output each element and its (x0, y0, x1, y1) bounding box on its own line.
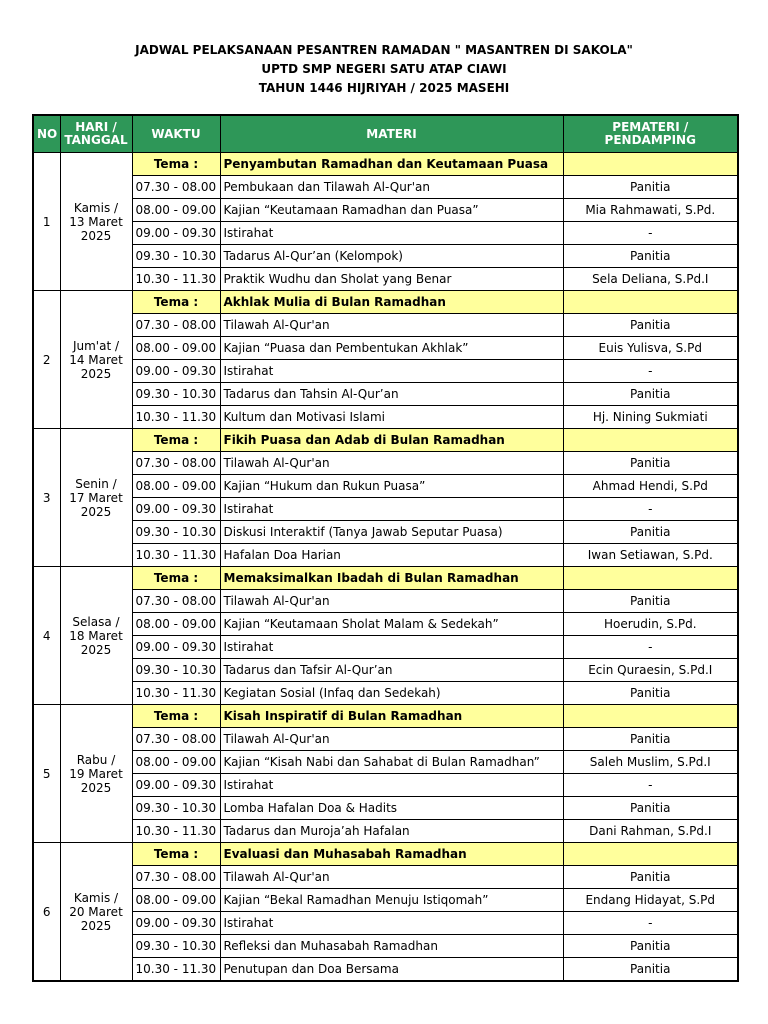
session-speaker: Panitia (563, 176, 738, 199)
session-row (33, 268, 738, 291)
day-date (60, 567, 132, 705)
session-row (33, 521, 738, 544)
session-time: 07.30 - 08.00 (132, 176, 220, 199)
tema-title: Evaluasi dan Muhasabah Ramadhan (220, 843, 563, 866)
session-material: Kajian “Hukum dan Rukun Puasa” (220, 475, 563, 498)
session-material: Refleksi dan Muhasabah Ramadhan (220, 935, 563, 958)
session-material: Tadarus dan Muroja’ah Hafalan (220, 820, 563, 843)
day-date-line: 2025 (80, 780, 112, 795)
day-date (60, 291, 132, 429)
session-speaker: Ahmad Hendi, S.Pd (563, 475, 738, 498)
session-row (33, 544, 738, 567)
session-row (33, 935, 738, 958)
tema-row (33, 567, 738, 590)
session-material: Istirahat (220, 636, 563, 659)
session-material: Kajian “Puasa dan Pembentukan Akhlak” (220, 337, 563, 360)
session-row (33, 498, 738, 521)
session-row (33, 406, 738, 429)
session-row (33, 797, 738, 820)
session-time: 07.30 - 08.00 (132, 314, 220, 337)
session-time: 09.00 - 09.30 (132, 360, 220, 383)
session-row (33, 728, 738, 751)
session-time: 08.00 - 09.00 (132, 475, 220, 498)
header-no: NO (33, 115, 60, 153)
session-material: Penutupan dan Doa Bersama (220, 958, 563, 982)
session-time: 10.30 - 11.30 (132, 958, 220, 982)
session-speaker: - (563, 498, 738, 521)
tema-label: Tema : (132, 843, 220, 866)
session-row (33, 475, 738, 498)
tema-row (33, 705, 738, 728)
session-material: Tilawah Al-Qur'an (220, 452, 563, 475)
tema-title: Penyambutan Ramadhan dan Keutamaan Puasa (220, 153, 563, 176)
tema-title: Fikih Puasa dan Adab di Bulan Ramadhan (220, 429, 563, 452)
session-time: 10.30 - 11.30 (132, 406, 220, 429)
session-row (33, 912, 738, 935)
session-speaker: Euis Yulisva, S.Pd (563, 337, 738, 360)
session-material: Istirahat (220, 222, 563, 245)
session-speaker: Panitia (563, 935, 738, 958)
session-speaker: - (563, 636, 738, 659)
session-time: 09.30 - 10.30 (132, 245, 220, 268)
day-date-line: 2025 (80, 228, 112, 243)
session-speaker: Panitia (563, 866, 738, 889)
session-material: Kajian “Bekal Ramadhan Menuju Istiqomah” (220, 889, 563, 912)
tema-label: Tema : (132, 429, 220, 452)
session-speaker: - (563, 912, 738, 935)
day-date-line: Selasa / (72, 614, 120, 629)
day-date-line: 20 Maret (69, 904, 123, 919)
session-time: 07.30 - 08.00 (132, 452, 220, 475)
session-time: 08.00 - 09.00 (132, 199, 220, 222)
day-date-line: 17 Maret (69, 490, 123, 505)
schedule-table (32, 114, 739, 982)
day-number: 6 (33, 843, 60, 982)
session-row (33, 751, 738, 774)
session-speaker: Sela Deliana, S.Pd.I (563, 268, 738, 291)
session-material: Pembukaan dan Tilawah Al-Qur'an (220, 176, 563, 199)
day-number: 2 (33, 291, 60, 429)
title-line-1: JADWAL PELAKSANAAN PESANTREN RAMADAN " MASANTREN DI SAKOLA" (135, 43, 633, 57)
session-time: 10.30 - 11.30 (132, 682, 220, 705)
session-material: Istirahat (220, 360, 563, 383)
session-time: 08.00 - 09.00 (132, 751, 220, 774)
session-time: 09.30 - 10.30 (132, 521, 220, 544)
tema-label: Tema : (132, 291, 220, 314)
session-time: 09.30 - 10.30 (132, 935, 220, 958)
session-speaker: Hj. Nining Sukmiati (563, 406, 738, 429)
title-line-2: UPTD SMP NEGERI SATU ATAP CIAWI (261, 62, 507, 76)
session-row (33, 590, 738, 613)
session-row (33, 889, 738, 912)
session-speaker: Mia Rahmawati, S.Pd. (563, 199, 738, 222)
title-line-3: TAHUN 1446 HIJRIYAH / 2025 MASEHI (258, 81, 510, 95)
day-date-line: 2025 (80, 366, 112, 381)
session-time: 09.00 - 09.30 (132, 912, 220, 935)
tema-title: Kisah Inspiratif di Bulan Ramadhan (220, 705, 563, 728)
session-material: Tilawah Al-Qur'an (220, 314, 563, 337)
session-time: 09.00 - 09.30 (132, 498, 220, 521)
day-number: 3 (33, 429, 60, 567)
tema-blank-cell (563, 567, 738, 590)
session-time: 08.00 - 09.00 (132, 613, 220, 636)
tema-blank-cell (563, 705, 738, 728)
session-time: 10.30 - 11.30 (132, 544, 220, 567)
day-date-line: Kamis / (73, 200, 119, 215)
session-speaker: Panitia (563, 958, 738, 982)
session-speaker: Panitia (563, 797, 738, 820)
session-speaker: Panitia (563, 521, 738, 544)
session-row (33, 222, 738, 245)
session-time: 10.30 - 11.30 (132, 268, 220, 291)
day-date (60, 153, 132, 291)
session-material: Istirahat (220, 498, 563, 521)
tema-blank-cell (563, 843, 738, 866)
tema-row (33, 291, 738, 314)
session-material: Kajian “Keutamaan Sholat Malam & Sedekah” (220, 613, 563, 636)
day-date-line: Senin / (75, 476, 117, 491)
session-material: Tadarus Al-Qur’an (Kelompok) (220, 245, 563, 268)
session-time: 07.30 - 08.00 (132, 728, 220, 751)
header-time: WAKTU (132, 115, 220, 153)
session-time: 09.00 - 09.30 (132, 636, 220, 659)
session-material: Kegiatan Sosial (Infaq dan Sedekah) (220, 682, 563, 705)
day-date-line: Kamis / (73, 890, 119, 905)
day-date-line: Rabu / (76, 752, 116, 767)
day-number: 1 (33, 153, 60, 291)
tema-blank-cell (563, 153, 738, 176)
tema-label: Tema : (132, 705, 220, 728)
day-date-line: 18 Maret (69, 628, 123, 643)
session-row (33, 176, 738, 199)
session-material: Kultum dan Motivasi Islami (220, 406, 563, 429)
session-material: Lomba Hafalan Doa & Hadits (220, 797, 563, 820)
session-speaker: Hoerudin, S.Pd. (563, 613, 738, 636)
day-date-line: 2025 (80, 918, 112, 933)
session-speaker: Panitia (563, 383, 738, 406)
day-date-line: 2025 (80, 642, 112, 657)
tema-blank-cell (563, 429, 738, 452)
header-material: MATERI (220, 115, 563, 153)
session-time: 07.30 - 08.00 (132, 866, 220, 889)
session-material: Istirahat (220, 912, 563, 935)
session-row (33, 958, 738, 982)
tema-blank-cell (563, 291, 738, 314)
day-date-line: 13 Maret (69, 214, 123, 229)
day-date (60, 429, 132, 567)
session-speaker: - (563, 222, 738, 245)
session-material: Tilawah Al-Qur'an (220, 590, 563, 613)
session-speaker: Panitia (563, 314, 738, 337)
session-time: 08.00 - 09.00 (132, 889, 220, 912)
session-time: 09.00 - 09.30 (132, 774, 220, 797)
day-date (60, 705, 132, 843)
document-title (0, 41, 768, 98)
session-row (33, 452, 738, 475)
session-material: Tilawah Al-Qur'an (220, 728, 563, 751)
session-time: 08.00 - 09.00 (132, 337, 220, 360)
session-row (33, 337, 738, 360)
session-speaker: Panitia (563, 682, 738, 705)
session-speaker: Dani Rahman, S.Pd.I (563, 820, 738, 843)
session-time: 10.30 - 11.30 (132, 820, 220, 843)
session-material: Diskusi Interaktif (Tanya Jawab Seputar Puasa) (220, 521, 563, 544)
session-time: 09.00 - 09.30 (132, 222, 220, 245)
session-material: Istirahat (220, 774, 563, 797)
session-row (33, 383, 738, 406)
session-material: Tadarus dan Tahsin Al-Qur’an (220, 383, 563, 406)
day-date-line: 2025 (80, 504, 112, 519)
tema-label: Tema : (132, 153, 220, 176)
session-speaker: Panitia (563, 245, 738, 268)
day-number: 5 (33, 705, 60, 843)
day-date-line: Jum'at / (72, 338, 120, 353)
session-row (33, 360, 738, 383)
session-row (33, 613, 738, 636)
session-speaker: - (563, 774, 738, 797)
session-row (33, 866, 738, 889)
header-speaker: PEMATERI / PENDAMPING (563, 115, 738, 153)
session-material: Kajian “Keutamaan Ramadhan dan Puasa” (220, 199, 563, 222)
tema-label: Tema : (132, 567, 220, 590)
session-speaker: Iwan Setiawan, S.Pd. (563, 544, 738, 567)
session-row (33, 314, 738, 337)
session-material: Tadarus dan Tafsir Al-Qur’an (220, 659, 563, 682)
session-material: Kajian “Kisah Nabi dan Sahabat di Bulan Ramadhan” (220, 751, 563, 774)
tema-row (33, 843, 738, 866)
tema-title: Memaksimalkan Ibadah di Bulan Ramadhan (220, 567, 563, 590)
tema-row (33, 429, 738, 452)
session-row (33, 774, 738, 797)
session-speaker: Panitia (563, 590, 738, 613)
session-row (33, 659, 738, 682)
session-time: 09.30 - 10.30 (132, 659, 220, 682)
day-date-line: 19 Maret (69, 766, 123, 781)
header-day: HARI / TANGGAL (60, 115, 132, 153)
session-speaker: Panitia (563, 452, 738, 475)
session-row (33, 245, 738, 268)
session-speaker: Panitia (563, 728, 738, 751)
session-speaker: Ecin Quraesin, S.Pd.I (563, 659, 738, 682)
tema-row (33, 153, 738, 176)
session-speaker: Saleh Muslim, S.Pd.I (563, 751, 738, 774)
session-speaker: - (563, 360, 738, 383)
session-time: 09.30 - 10.30 (132, 797, 220, 820)
session-speaker: Endang Hidayat, S.Pd (563, 889, 738, 912)
session-material: Praktik Wudhu dan Sholat yang Benar (220, 268, 563, 291)
day-number: 4 (33, 567, 60, 705)
day-date (60, 843, 132, 982)
tema-title: Akhlak Mulia di Bulan Ramadhan (220, 291, 563, 314)
session-material: Hafalan Doa Harian (220, 544, 563, 567)
session-row (33, 682, 738, 705)
session-row (33, 636, 738, 659)
session-row (33, 820, 738, 843)
session-time: 09.30 - 10.30 (132, 383, 220, 406)
table-header-row (33, 115, 738, 153)
day-date-line: 14 Maret (69, 352, 123, 367)
session-material: Tilawah Al-Qur'an (220, 866, 563, 889)
session-row (33, 199, 738, 222)
schedule-body (33, 153, 738, 982)
session-time: 07.30 - 08.00 (132, 590, 220, 613)
